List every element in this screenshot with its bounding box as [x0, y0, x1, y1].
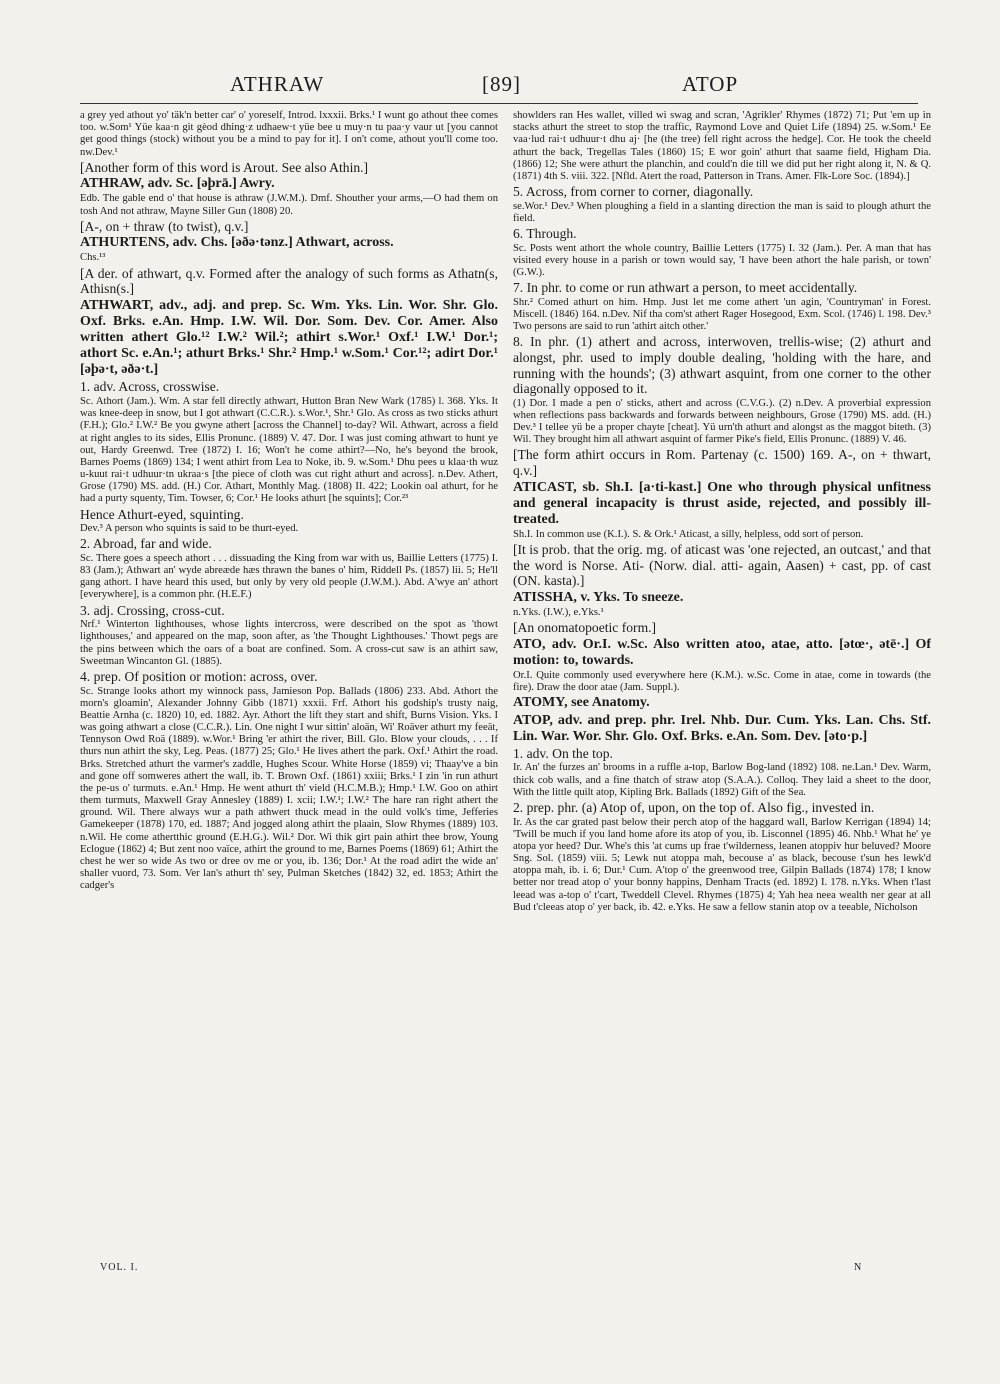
- entry-headword-paragraph: ATHRAW, adv. Sc. [əþrā.] Awry.: [80, 176, 275, 192]
- sense-paragraph: 1. adv. Across, crosswise.: [80, 379, 220, 395]
- citation-paragraph: Edb. The gable end o' that house is athraw (J.W.M.). Dmf. Shouther your arms,—O had them on tosh And not athraw, Mayne Siller Gun (1808) 20.: [80, 193, 498, 217]
- gathering-signature: N: [854, 1262, 862, 1273]
- citation-paragraph: Chs.¹³: [80, 252, 106, 264]
- citation-paragraph: Sc. There goes a speech athort . . . dissuading the King from war with us, Baillie Letters (1775) I. 83 (Jam.); Athwart an' wyde abreæde hæs thrawn the banes o' him, Riddell Ps. (1857) lii. 5; He'll gang athort. I have heard this used, but only by very old people (J.W.M.). Abd. A'wye an' athort [everywhere], is a common phr. (H.E.F.): [80, 552, 498, 601]
- sense-paragraph: 2. prep. phr. (a) Atop of, upon, on the top of. Also fig., invested in.: [513, 799, 875, 815]
- page-number: [89]: [482, 72, 521, 96]
- sense-paragraph: 7. In phr. to come or run athwart a person, to meet accidentally.: [513, 280, 858, 296]
- citation-paragraph: Dev.³ A person who squints is said to be thurt-eyed.: [80, 523, 299, 535]
- sense-paragraph: [The form athirt occurs in Rom. Partenay (c. 1500) 169. A-, on + thwart, q.v.]: [513, 447, 931, 479]
- citation-paragraph: Sh.I. In common use (K.I.). S. & Ork.¹ Aticast, a silly, helpless, odd sort of person.: [513, 529, 864, 540]
- right-column: [513, 110, 931, 1260]
- sense-paragraph: 5. Across, from corner to corner, diagonally.: [513, 184, 754, 200]
- citation-paragraph: Ir. An' the furzes an' brooms in a ruffle a-top, Barlow Bog-land (1892) 108. ne.Lan.¹ Dev. Warm, thick cob walls, and a fine thatch of straw atop (S.A.A.). Colloq. They laid a sheet to the door, With the little quilt atop, Kipling Brk. Ballads (1892) Gift of the Sea.: [513, 762, 931, 798]
- citation-paragraph: Or.I. Quite commonly used everywhere here (K.M.). w.Sc. Come in atae, come in towards (the fire). Draw the door atae (Jam. Suppl.).: [513, 670, 931, 694]
- citation-paragraph: n.Yks. (I.W.), e.Yks.¹: [513, 607, 604, 619]
- entry-headword-paragraph: ATHWART, adv., adj. and prep. Sc. Wm. Yks. Lin. Wor. Shr. Glo. Oxf. Brks. e.An. Hmp. I.W. Wil. Dor. Som. Dev. Cor. Amer. Also written athert Glo.¹² I.W.² Wil.²; athirt s.Wor.¹ Oxf.¹ I.W.¹ Dor.¹; athort Sc. e.An.¹; athurt Brks.¹ Shr.² Hmp.¹ w.Som.¹ Cor.¹²; adirt Dor.¹ [əþə·t, əðə·t.]: [80, 297, 498, 378]
- citation-paragraph: se.Wor.¹ Dev.³ When ploughing a field in a slanting direction the man is said to plough athurt the field.: [513, 200, 931, 224]
- sense-paragraph: 1. adv. On the top.: [513, 745, 613, 761]
- citation-paragraph: Sc. Posts went athort the whole country, Baillie Letters (1775) I. 32 (Jam.). Per. A man that has visited every house in a parish or town would say, 'I have been athort the hale parish, or town' (G.W.).: [513, 242, 931, 278]
- entry-headword-paragraph: ATOP, adv. and prep. phr. Irel. Nhb. Dur. Cum. Yks. Lan. Chs. Stf. Lin. War. Wor. Shr. Glo. Oxf. Brks. e.An. Som. Dev. [əto·p.]: [513, 712, 931, 744]
- left-column: [80, 110, 498, 1260]
- citation-paragraph: Sc. Strange looks athort my winnock pass, Jamieson Pop. Ballads (1806) 233. Abd. Athort the morn's gloamin', Alexander Johnny Gibb (1871) xxxii. Frf. Athort his godship's trusty naig, Beattie Arnha (c. 1820) 10, ed. 1882. Ayr. Athort the lift they start and shift, Burns Vision. Yks. I was going athwart a close (C.C.R.). Lin. One night I wur sittin' aloän, Wi' Roäver athurt my feeät, Tennyson Owd Roä (1889). w.Wor.¹ Bring 'er athirt the river, Bill. Glo. Blow your clouds, . . . If thurs nun athirt the sky, Leg. Peas. (1877) 25; Glo.¹ He lives athert the park. Oxf.¹ Athirt the road. Brks. Stretched athurt the varmer's zaddle, Hughes Scour. White Horse (1859) vi; Thaay've a bin and gone off somweres athert the wall, ib. T. Brown Oxf. (1861) xxiii; Brks.¹ I zin 'in run athurt the pe-us o' turmuts. e.An.¹ Hmp. He went athurt th' vield (H.C.M.B.); Hmp.¹ I.W. Goo on athirt them turmuts, Maxwell Gray Annesley (1889) I. xcii; I.W.¹; I.W.² The hare ran right athert the ground. Wil. There always wur a path athwert thuck mead in the ould volk's time, Jefferies Gamekeeper (1878) 170, ed. 1887; And jogged along athirt the plaain, Slow Rhymes (1889) 103. n.Wil. He come athertthic ground (E.H.G.). Wil.² Dor. Wi thik girt pain athirt thee brow, Young Eclogue (1862) 4; But zent noo vaïce, athirt the ground to me, Barnes Poems (1869) 61; Athirt the chest he wer so wide As two or dree ov me or you, ib. 136; Dor.¹ At the road adirt the wide an' shaller vuord, 73. Som. Ver lan's athurt th' sey, Pulman Sketches (1842) 32, ed. 1853; Athirt the cadger's: [80, 685, 498, 892]
- sense-paragraph: 3. adj. Crossing, cross-cut.: [80, 602, 225, 618]
- sense-paragraph: [A-, on + thraw (to twist), q.v.]: [80, 218, 249, 234]
- header-right-guideword: ATOP: [682, 72, 739, 96]
- sense-paragraph: 6. Through.: [513, 226, 577, 241]
- sense-paragraph: 4. prep. Of position or motion: across, over.: [80, 668, 318, 684]
- sense-paragraph: 8. In phr. (1) athert and across, interwoven, trellis-wise; (2) athurt and alongst, phr. used to imply double dealing, 'holding with the hare, and running with the hounds'; (3) athwart asquint, from one corner to the other diagonally opposed to it.: [513, 334, 931, 397]
- citation-paragraph: a grey yed athout yo' täk'n better car' o' yoreself, Introd. lxxxii. Brks.¹ I wunt go athout thee comes too. w.Som¹ Yüe kaa·n git gèod dhing·z udhaew·t yüe bee u muy·n tu paa·y vaur ut [you cannot get good things (stock) without you be a mind to pay for it]. I on't come, athout you'll come too. nw.Dev.¹: [80, 110, 498, 158]
- entry-headword-paragraph: ATO, adv. Or.I. w.Sc. Also written atoo, atae, atto. [ətœ·, ətē·.] Of motion: to, towards.: [513, 636, 931, 669]
- sense-paragraph: [It is prob. that the orig. mg. of aticast was 'one rejected, an outcast,' and that the word is Norse. Ati- (Norw. dial. atti- again, Aasen) + cast, pp. of cast (ON. kasta).]: [513, 542, 931, 589]
- citation-paragraph: Shr.² Comed athurt on him. Hmp. Just let me come athert 'un agin, 'Countryman' in Forest. Miscell. (1846) 164. n.Dev. Nif tha com'st athert Rager Hosegood, Exm. Scol. (1746) l. 198. Dev.³ Two persons are said to run 'athirt aitch other.': [513, 296, 931, 333]
- citation-paragraph: Ir. As the car grated past below their perch atop of the haggard wall, Barlow Kerrigan (1894) 14; 'Twill be much if you land home afore its atop of you, ib. Lisconnel (1895) 46. Nhb.¹ What he' ye atopa yor heed? Dur. Whe's this 'at cums up frae t'wilderness, leanen atoppiv hur beluved? Moore Sng. Sol. (1859) viii. 5; Lewk nut atoppa mah, becouse a' as black, becouse t'sun hes lewk'd atoppa mah, ib. i. 6; Dur.¹ Cum. A'top o' the greenwood tree, Gilpin Ballads (1874) 178; I know better nor tread atop o' your bonny happins, Denham Tracts (ed. 1892) I. 178. n.Yks. When t'last leead was a-top o' t'cart, Tweddell Clevel. Rhymes (1875) 4; Yah hea neea wealth ner gear at all Bud t'cleeas atop o' yer back, ib. 42. e.Yks. He saw a fellow stanin atop ov a teeable, Nicholson: [513, 816, 931, 913]
- citation-paragraph: (1) Dor. I made a pen o' sticks, athert and across (C.V.G.). (2) n.Dev. A proverbial expression when reflections pass backwards and forwards between neighbours, Grose (1790) MS. add. (H.) Dev.³ I tellee yü be a proper chayte [cheat]. Yü urn'th athurt and alongst as the maggot biteth. (3) Wil. They brought him all athwart asquint of farmer Pike's field, Ellis Pronunc. (1889) V. 46.: [513, 397, 931, 446]
- header-rule: [80, 103, 918, 104]
- citation-paragraph: Nrf.¹ Winterton lighthouses, whose lights intercross, were described on the spot as 'thowt lighthouses,' and appeared on the map, soon after, as 'the Thought Lighthouses.' Thowt pegs are the pins between which the oars of a boat are confined. Som. A cross-cut saw is an athirt saw, Sweetman Wincanton Gl. (1885).: [80, 619, 498, 667]
- sense-paragraph: [A der. of athwart, q.v. Formed after the analogy of such forms as Athatn(s, Athisn(s.]: [80, 265, 498, 297]
- header-left-guideword: ATHRAW: [230, 72, 325, 96]
- entry-headword-paragraph: ATICAST, sb. Sh.I. [a·ti-kast.] One who through physical unfitness and general incapacity is thrust aside, rejected, and possibly ill-treated.: [513, 479, 931, 527]
- entry-headword-paragraph: ATISSHA, v. Yks. To sneeze.: [513, 590, 684, 606]
- sense-paragraph: [An onomatopoetic form.]: [513, 620, 657, 636]
- citation-paragraph: Sc. Athort (Jam.). Wm. A star fell directly athwart, Hutton Bran New Wark (1785) l. 368. Yks. It was knee-deep in snow, but I got athwart (C.C.R.). s.Wor.¹, Shr.¹ Glo. As cross as two sticks athurt (F.H.); Glo.² I.W.² Be you gwyne athert [across the Channel] to-day? Wil. Athwart, across a field at right angles to its sides, Ellis Pronunc. (1889) V. 47. Dor. I was just coming athwart to hunt ye out, Hardy Greenwd. Tree (1872) I. 16; Won't he come athirt?—No, he's beyond the brook, Barnes Poems (1869) 134; I went athirt from Lea to Noke, ib. 9. w.Som.¹ Dhu pees u klaa·th wuz u-kuut rai·t udhuur·tn ukraa·s [the piece of cloth was cut right athurt and across]. n.Dev. Athert, Grose (1790) MS. add. (H.) Cor. Athart, Monthly Mag. (1808) II. 422; Lookin oal athurt, for he had a purty squenty, Tim. Towser, 6; Cor.¹ He looks athurt [he squints]; Cor.²³: [80, 395, 498, 505]
- sense-paragraph: 2. Abroad, far and wide.: [80, 536, 212, 552]
- entry-headword-paragraph: ATHURTENS, adv. Chs. [əðə·tənz.] Athwart, across.: [80, 235, 394, 251]
- sense-paragraph: Hence Athurt-eyed, squinting.: [80, 506, 244, 522]
- running-header: [80, 72, 920, 104]
- citation-paragraph: showlders ran Hes wallet, villed wi swag and scran, 'Agrikler' Rhymes (1872) 71; Put 'em up in stacks athurt the street to stop the traffic, Raymond Love and Quiet Life (1894) 25. w.Som.¹ Ee vaa·lud rai·t udhuur·t dhu aj· [he (the tree) fell right across the hedge]. Cor. He took the cheeld athurt the back, Tregellas Tales (1860) 15; E wor goin' athurt that saame field, Higham Dia. (1866) 12; She were athurt the planchin, and could'n die till we did put her right along it, N. & Q. (1871) 4th S. viii. 322. [Nfld. Atert the road, Patterson in Trans. Amer. Flk-Lore Soc. (1894).]: [513, 110, 931, 182]
- entry-headword-paragraph: ATOMY, see Anatomy.: [513, 695, 650, 711]
- volume-signature: VOL. I.: [100, 1262, 139, 1273]
- sense-paragraph: [Another form of this word is Arout. See also Athin.]: [80, 159, 369, 175]
